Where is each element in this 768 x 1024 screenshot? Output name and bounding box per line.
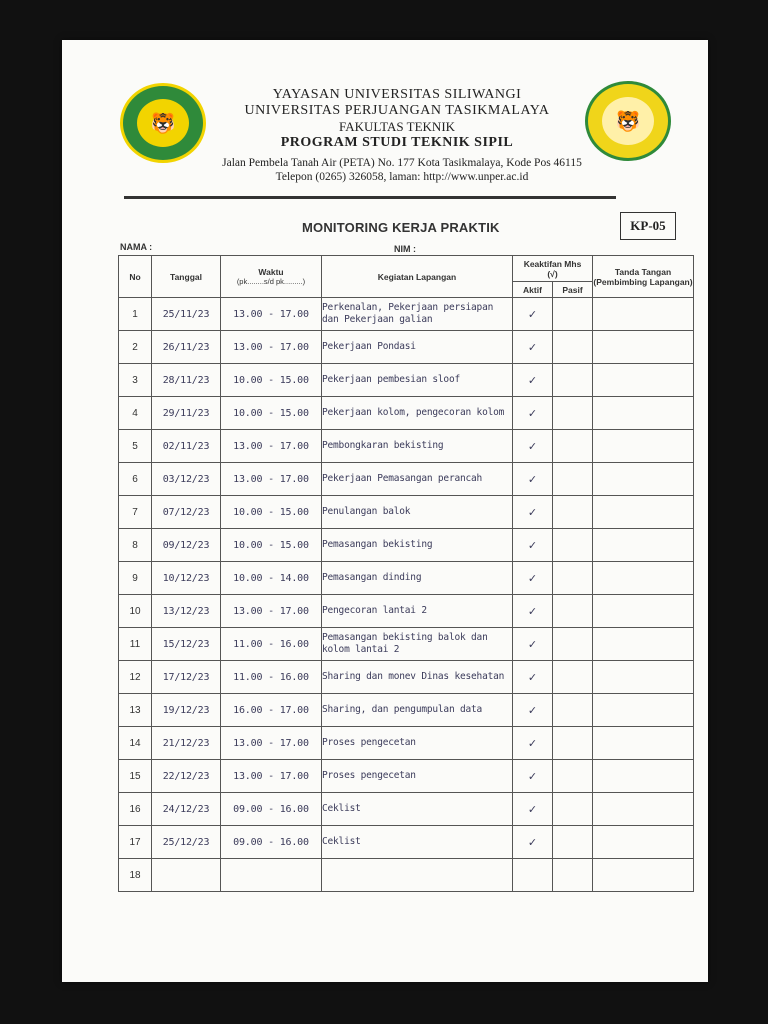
row-number: 7: [119, 496, 152, 529]
row-signature: [593, 628, 694, 661]
letterhead: [182, 87, 612, 151]
row-time: 11.00 - 16.00: [221, 628, 322, 661]
row-time: 13.00 - 17.00: [221, 331, 322, 364]
header-tanggal: Tanggal: [152, 256, 221, 298]
row-activity: [322, 859, 513, 892]
table-row: [119, 661, 694, 694]
foundation-name: YAYASAN UNIVERSITAS SILIWANGI: [272, 87, 522, 102]
row-aktif-check: ✓: [513, 430, 553, 463]
header-waktu: [221, 256, 322, 298]
table-row: [119, 826, 694, 859]
row-aktif-check: ✓: [513, 760, 553, 793]
table-row: [119, 727, 694, 760]
row-aktif-check: ✓: [513, 562, 553, 595]
table-row: [119, 364, 694, 397]
row-aktif-check: [513, 859, 553, 892]
row-time: 10.00 - 15.00: [221, 496, 322, 529]
row-date: 24/12/23: [152, 793, 221, 826]
row-number: 15: [119, 760, 152, 793]
row-aktif-check: ✓: [513, 463, 553, 496]
header-waktu-sub: (pk........s/d pk.........): [236, 276, 306, 286]
row-signature: [593, 694, 694, 727]
row-pasif-check: [553, 694, 593, 727]
row-date: 09/12/23: [152, 529, 221, 562]
document-page: [62, 40, 708, 982]
row-number: 8: [119, 529, 152, 562]
header-keaktifan-label: Keaktifan Mhs: [523, 258, 582, 269]
row-date: 07/12/23: [152, 496, 221, 529]
tiger-emblem-icon: 🐯: [602, 97, 654, 145]
row-signature: [593, 727, 694, 760]
row-aktif-check: ✓: [513, 826, 553, 859]
row-pasif-check: [553, 529, 593, 562]
row-time: 09.00 - 16.00: [221, 793, 322, 826]
row-signature: [593, 760, 694, 793]
monitoring-table: [118, 255, 694, 892]
row-signature: [593, 826, 694, 859]
row-number: 14: [119, 727, 152, 760]
row-pasif-check: [553, 463, 593, 496]
nim-label: NIM :: [394, 244, 416, 254]
row-pasif-check: [553, 298, 593, 331]
row-time: 16.00 - 17.00: [221, 694, 322, 727]
row-aktif-check: ✓: [513, 661, 553, 694]
row-activity: Pekerjaan Pondasi: [322, 331, 513, 364]
table-row: [119, 298, 694, 331]
row-signature: [593, 331, 694, 364]
row-date: 02/11/23: [152, 430, 221, 463]
row-date: 21/12/23: [152, 727, 221, 760]
table-row: [119, 331, 694, 364]
row-activity: Proses pengecetan: [322, 760, 513, 793]
form-code-box: KP-05: [620, 212, 676, 240]
header-pasif: Pasif: [553, 282, 593, 298]
header-ttd-sub: (Pembimbing Lapangan): [593, 276, 693, 287]
row-activity: Penulangan balok: [322, 496, 513, 529]
row-pasif-check: [553, 331, 593, 364]
row-time: 13.00 - 17.00: [221, 727, 322, 760]
row-pasif-check: [553, 397, 593, 430]
university-name: UNIVERSITAS PERJUANGAN TASIKMALAYA: [244, 103, 550, 118]
header-waktu-label: Waktu: [258, 266, 284, 277]
table-row: [119, 595, 694, 628]
row-pasif-check: [553, 562, 593, 595]
row-number: 1: [119, 298, 152, 331]
row-signature: [593, 793, 694, 826]
row-date: 19/12/23: [152, 694, 221, 727]
row-date: 29/11/23: [152, 397, 221, 430]
table-row: [119, 760, 694, 793]
row-pasif-check: [553, 364, 593, 397]
program-name: PROGRAM STUDI TEKNIK SIPIL: [280, 135, 514, 150]
row-activity: Pembongkaran bekisting: [322, 430, 513, 463]
table-row: [119, 496, 694, 529]
row-number: 12: [119, 661, 152, 694]
row-date: 17/12/23: [152, 661, 221, 694]
faculty-name: FAKULTAS TEKNIK: [338, 119, 456, 134]
row-time: [221, 859, 322, 892]
row-pasif-check: [553, 760, 593, 793]
row-activity: Pemasangan bekisting balok dan kolom lantai 2: [322, 628, 513, 661]
row-activity: Pekerjaan kolom, pengecoran kolom: [322, 397, 513, 430]
row-signature: [593, 529, 694, 562]
row-signature: [593, 496, 694, 529]
row-number: 2: [119, 331, 152, 364]
row-aktif-check: ✓: [513, 628, 553, 661]
row-date: 25/12/23: [152, 826, 221, 859]
table-row: [119, 430, 694, 463]
row-number: 5: [119, 430, 152, 463]
row-activity: Perkenalan, Pekerjaan persiapan dan Pekerjaan galian: [322, 298, 513, 331]
header-keaktifan: [513, 256, 593, 282]
row-activity: Proses pengecetan: [322, 727, 513, 760]
row-time: 13.00 - 17.00: [221, 595, 322, 628]
row-aktif-check: ✓: [513, 727, 553, 760]
header-ttd-label: Tanda Tangan: [614, 266, 672, 277]
header-kegiatan: Kegiatan Lapangan: [322, 256, 513, 298]
row-pasif-check: [553, 496, 593, 529]
row-date: 03/12/23: [152, 463, 221, 496]
row-time: 10.00 - 15.00: [221, 397, 322, 430]
form-title: MONITORING KERJA PRAKTIK: [302, 220, 500, 235]
row-signature: [593, 364, 694, 397]
row-aktif-check: ✓: [513, 397, 553, 430]
row-pasif-check: [553, 661, 593, 694]
tiger-emblem-icon: 🐯: [137, 99, 189, 147]
row-time: 10.00 - 15.00: [221, 529, 322, 562]
row-date: 26/11/23: [152, 331, 221, 364]
row-aktif-check: ✓: [513, 364, 553, 397]
monitoring-table-body: [119, 298, 694, 892]
row-signature: [593, 562, 694, 595]
row-activity: Sharing dan monev Dinas kesehatan: [322, 661, 513, 694]
row-signature: [593, 430, 694, 463]
row-number: 18: [119, 859, 152, 892]
row-number: 11: [119, 628, 152, 661]
table-row: [119, 397, 694, 430]
row-signature: [593, 298, 694, 331]
row-activity: Ceklist: [322, 826, 513, 859]
letterhead-address: [182, 156, 622, 184]
row-time: 13.00 - 17.00: [221, 298, 322, 331]
header-no: No: [119, 256, 152, 298]
row-signature: [593, 859, 694, 892]
table-row: [119, 793, 694, 826]
row-pasif-check: [553, 595, 593, 628]
table-row: [119, 859, 694, 892]
row-pasif-check: [553, 628, 593, 661]
row-activity: Pekerjaan pembesian sloof: [322, 364, 513, 397]
row-aktif-check: ✓: [513, 595, 553, 628]
row-pasif-check: [553, 793, 593, 826]
row-aktif-check: ✓: [513, 298, 553, 331]
row-aktif-check: ✓: [513, 331, 553, 364]
row-time: 13.00 - 17.00: [221, 760, 322, 793]
row-number: 10: [119, 595, 152, 628]
row-aktif-check: ✓: [513, 793, 553, 826]
header-divider: [124, 196, 616, 199]
row-activity: Sharing, dan pengumpulan data: [322, 694, 513, 727]
row-date: 25/11/23: [152, 298, 221, 331]
row-activity: Pemasangan dinding: [322, 562, 513, 595]
row-signature: [593, 463, 694, 496]
header-aktif: Aktif: [513, 282, 553, 298]
table-row: [119, 463, 694, 496]
row-number: 6: [119, 463, 152, 496]
row-aktif-check: ✓: [513, 694, 553, 727]
row-date: 10/12/23: [152, 562, 221, 595]
row-time: 13.00 - 17.00: [221, 430, 322, 463]
row-aktif-check: ✓: [513, 529, 553, 562]
row-date: 15/12/23: [152, 628, 221, 661]
row-activity: Pengecoran lantai 2: [322, 595, 513, 628]
contact-line: Telepon (0265) 326058, laman: http://www.unper.ac.id: [275, 171, 529, 183]
table-row: [119, 529, 694, 562]
row-number: 13: [119, 694, 152, 727]
row-signature: [593, 397, 694, 430]
table-row: [119, 694, 694, 727]
address-line: Jalan Pembela Tanah Air (PETA) No. 177 Kota Tasikmalaya, Kode Pos 46115: [222, 157, 582, 169]
header-keaktifan-sub: (√): [547, 268, 558, 279]
table-row: [119, 628, 694, 661]
nama-label: NAMA :: [120, 242, 153, 252]
table-row: [119, 562, 694, 595]
row-activity: Pekerjaan Pemasangan perancah: [322, 463, 513, 496]
row-number: 16: [119, 793, 152, 826]
row-time: 13.00 - 17.00: [221, 463, 322, 496]
row-time: 09.00 - 16.00: [221, 826, 322, 859]
row-number: 4: [119, 397, 152, 430]
row-pasif-check: [553, 430, 593, 463]
row-signature: [593, 661, 694, 694]
row-aktif-check: ✓: [513, 496, 553, 529]
row-number: 9: [119, 562, 152, 595]
row-number: 3: [119, 364, 152, 397]
row-date: [152, 859, 221, 892]
row-pasif-check: [553, 727, 593, 760]
row-time: 10.00 - 14.00: [221, 562, 322, 595]
row-time: 10.00 - 15.00: [221, 364, 322, 397]
row-activity: Pemasangan bekisting: [322, 529, 513, 562]
row-pasif-check: [553, 859, 593, 892]
row-time: 11.00 - 16.00: [221, 661, 322, 694]
row-date: 28/11/23: [152, 364, 221, 397]
row-signature: [593, 595, 694, 628]
row-pasif-check: [553, 826, 593, 859]
row-activity: Ceklist: [322, 793, 513, 826]
header-ttd: [593, 256, 694, 298]
row-date: 13/12/23: [152, 595, 221, 628]
row-date: 22/12/23: [152, 760, 221, 793]
row-number: 17: [119, 826, 152, 859]
